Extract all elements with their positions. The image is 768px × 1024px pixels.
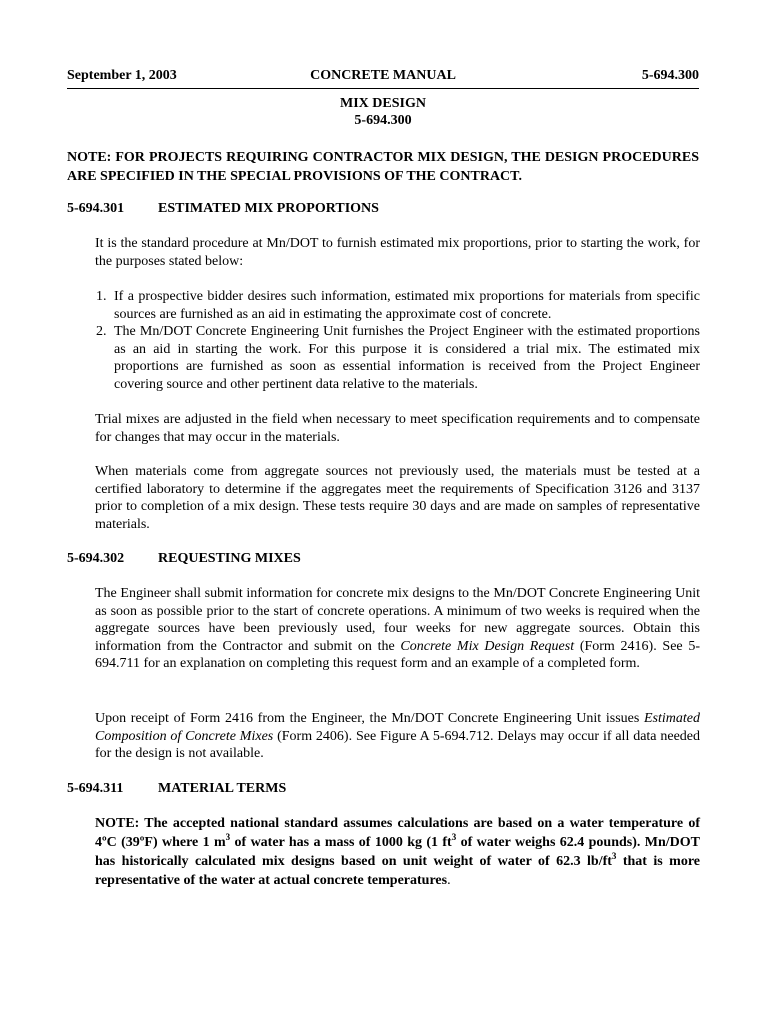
list-item-number: 2. <box>96 324 107 339</box>
note-text-d: that is more representative of the water at actual concrete temperatures <box>95 854 700 888</box>
list-item <box>95 323 700 393</box>
aggregate-sources-paragraph: When materials come from aggregate sources not previously used, the materials must be tested at a certified laboratory to determine if the aggregates meet the requirements of Specification 3126 and 3137 prior to completion of a mix design. These tests require 30 days and are made on samples of representative materials. <box>95 464 700 532</box>
header-section-number: 5-694.300 <box>641 68 699 83</box>
note-superscript: 3 <box>451 832 457 842</box>
section-number: 5-694.302 <box>67 551 125 566</box>
section-number: 5-694.301 <box>67 201 125 216</box>
section-heading-311 <box>67 780 699 798</box>
water-temperature-note <box>95 814 700 890</box>
note-period: . <box>447 873 451 888</box>
document-title <box>67 95 699 129</box>
requesting-text-b: (Form 2416). See 5-694.711 for an explanation on completing this request form and an example of a completed form. <box>95 638 700 671</box>
section-heading-302 <box>67 550 699 568</box>
section-number: 5-694.311 <box>67 781 124 796</box>
note-superscript: 3 <box>611 851 617 861</box>
list-item <box>95 288 700 323</box>
section-title: REQUESTING MIXES <box>158 551 301 566</box>
section-301-intro: It is the standard procedure at Mn/DOT to furnish estimated mix proportions, prior to starting the work, for the purposes stated below: <box>95 236 700 269</box>
requesting-mixes-paragraph <box>95 585 700 673</box>
section-title: ESTIMATED MIX PROPORTIONS <box>158 201 379 216</box>
document-title-line2: 5-694.300 <box>354 113 412 128</box>
contractor-note: NOTE: FOR PROJECTS REQUIRING CONTRACTOR MIX DESIGN, THE DESIGN PROCEDURES ARE SPECIFIED IN THE SPECIAL PROVISIONS OF THE CONTRACT. <box>67 150 699 184</box>
section-title: MATERIAL TERMS <box>158 781 287 796</box>
list-item-text: The Mn/DOT Concrete Engineering Unit furnishes the Project Engineer with the estimated proportions as an aid in starting the work. For this purpose it is considered a trial mix. The estimated mix proportions are furnished as soon as essential information is received from the Project Engineer covering source and other pertinent data relative to the materials. <box>114 324 700 392</box>
form-title-estimated-composition: Estimated Composition of Concrete Mixes <box>95 711 700 744</box>
note-text-b: of water has a mass of 1000 kg (1 ft <box>230 835 452 850</box>
receipt-text-b: (Form 2406). See Figure A 5-694.712. Delays may occur if all data needed for the design is not available. <box>95 728 700 761</box>
list-item-text: If a prospective bidder desires such information, estimated mix proportions for materials from specific sources are furnished as an aid in estimating the approximate cost of concrete. <box>114 289 700 322</box>
requesting-text-a: The Engineer shall submit information for concrete mix designs to the Mn/DOT Concrete Engineering Unit as soon as possible prior to the start of concrete operations. A minimum of two weeks is required when the aggregate sources have been previously used, four weeks for new aggregate sources. Obtain this information from the Contractor and submit on the <box>95 586 700 654</box>
form-title-mix-design-request: Concrete Mix Design Request <box>400 638 575 654</box>
header-date: September 1, 2003 <box>67 68 177 83</box>
document-title-line1: MIX DESIGN <box>340 96 426 111</box>
purpose-list <box>95 288 700 393</box>
receipt-text-a: Upon receipt of Form 2416 from the Engineer, the Mn/DOT Concrete Engineering Unit issues <box>95 711 644 726</box>
section-heading-301 <box>67 200 699 218</box>
page-header <box>67 66 699 89</box>
note-text-a: NOTE: The accepted national standard assumes calculations are based on a water temperature of 4ºC (39ºF) where 1 m <box>95 816 700 850</box>
trial-mixes-paragraph: Trial mixes are adjusted in the field when necessary to meet specification requirements and to compensate for changes that may occur in the materials. <box>95 412 700 445</box>
note-superscript: 3 <box>225 832 231 842</box>
list-item-number: 1. <box>96 289 107 304</box>
form-receipt-paragraph <box>95 710 700 763</box>
header-title: CONCRETE MANUAL <box>310 68 456 83</box>
note-text-c: of water weighs 62.4 pounds). Mn/DOT has historically calculated mix designs based on unit weight of water of 62.3 lb/ft <box>95 835 701 869</box>
